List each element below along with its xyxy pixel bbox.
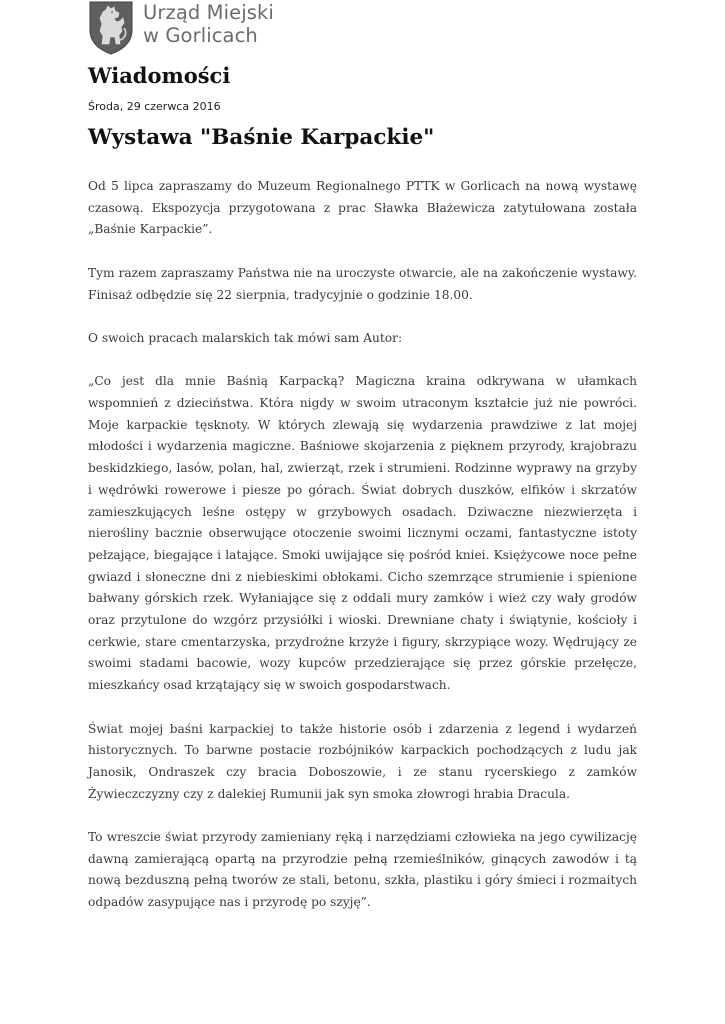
site-header — [88, 0, 274, 56]
article-paragraph: To wreszcie świat przyrody zamieniany ręką i narzędziami człowieka na jego cywilizację dawną zamierającą opartą na przyrodzie pełną rzemieślników, ginących zawodów i tą nową bezduszną pełną tworów ze stali, betonu, szkła, plastiku i góry śmieci i rozmaitych odpadów zasypujące nas i przyrodę po szyję”. — [88, 830, 637, 910]
section-title: Wiadomości — [88, 63, 231, 88]
heraldic-lion-crest-icon — [88, 0, 134, 55]
article-paragraph: Świat mojej baśni karpackiej to także historie osób i zdarzenia z legend i wydarzeń historycznych. To barwne postacie rozbójników karpackich pochodzących z ludu jak Janosik, Ondraszek czy bracia Doboszowie, i ze stanu rycerskiego z zamków Żywieczczyzny czy z dalekiej Rumunii jak syn smoka złowrogi hrabia Dracula. — [88, 721, 637, 801]
article-paragraph: O swoich pracach malarskich tak mówi sam Autor: — [88, 330, 403, 345]
article-paragraph: Od 5 lipca zapraszamy do Muzeum Regionalnego PTTK w Gorlicach na nową wystawę czasową. Ekspozycja przygotowana z prac Sławka Błażewicza zatytułowana została „Baśnie Karpackie”. — [88, 179, 637, 237]
article-title: Wystawa "Baśnie Karpackie" — [88, 125, 435, 150]
publication-date: Środa, 29 czerwca 2016 — [88, 100, 221, 113]
org-name-line2: w Gorlicach — [143, 24, 258, 47]
article-paragraph: Tym razem zapraszamy Państwa nie na uroczyste otwarcie, ale na zakończenie wystawy. Finisaż odbędzie się 22 sierpnia, tradycyjnie o godzinie 18.00. — [88, 265, 637, 302]
article-body — [88, 176, 637, 936]
org-name-line1: Urząd Miejski — [143, 1, 274, 24]
article-paragraph: „Co jest dla mnie Baśnią Karpacką? Magiczna kraina odkrywana w ułamkach wspomnień z dzieciństwa. Która nigdy w swoim utraconym kształcie już nie powróci. Moje karpackie tęsknoty. W których zlewają się wydarzenia prawdziwe z lat mojej młodości i wydarzenia magiczne. Baśniowe skojarzenia z pięknem przyrody, krajobrazu beskidzkiego, lasów, polan, hal, zwierząt, rzek i strumieni. Rodzinne wyprawy na grzyby i wędrówki rowerowe i piesze po górach. Świat dobrych duszków, elfików i skrzatów zamieszkujących leśne ostępy w grzybowych osadach. Dziwaczne niezwierzęta i nierośliny bacznie obserwujące otoczenie swoimi licznymi oczami, fantastyczne istoty pełzające, biegające i latające. Smoki uwijające się pośród knieі. Księżycowe noce pełne gwiazd i słoneczne dni z niebieskimi obłokami. Cicho szemrzące strumienie i spienione bałwany górskich rzek. Wyłaniające się z oddali mury zamków i wież czy wały grodów oraz przytulone do wzgórz przysiółki i wioski. Drewniane chaty i świątynie, kościoły i cerkwie, stare cmentarzyska, przydrożne krzyże i figury, skrzypiące wozy. Wędrujący ze swoimi stadami bacowie, wozy kupców przedzierające się przez górskie przełęcze, mieszkańcy osad krzątający się w swoich gospodarstwach. — [88, 374, 637, 693]
organization-name — [143, 1, 274, 47]
